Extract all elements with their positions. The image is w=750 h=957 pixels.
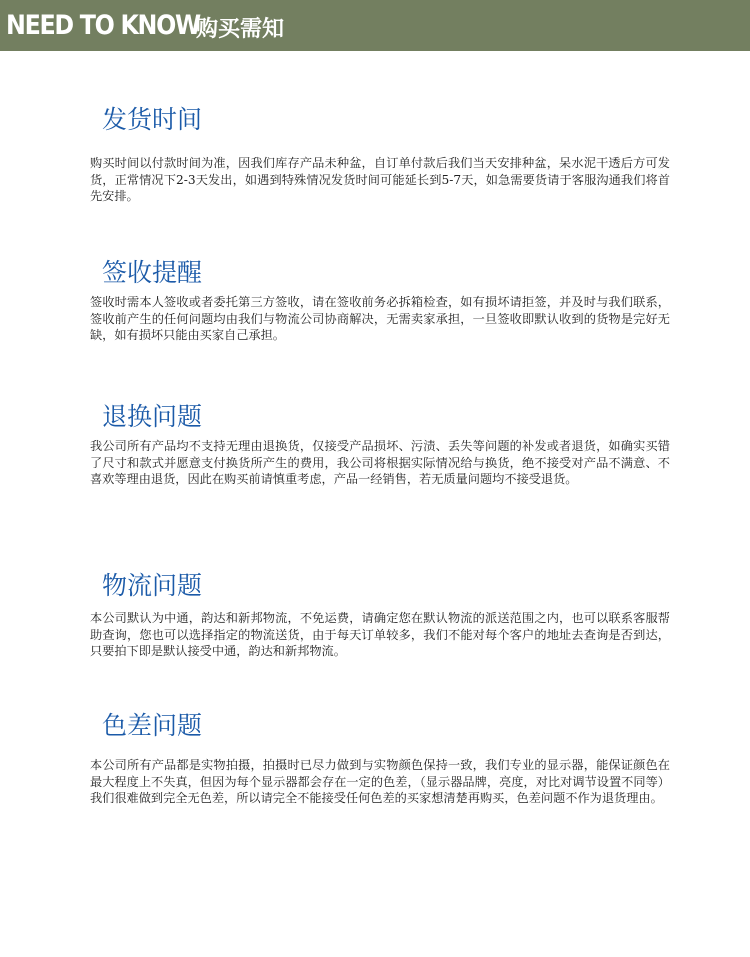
header-banner [0, 0, 750, 51]
section-color-difference [90, 710, 670, 807]
section-returns [90, 401, 670, 488]
section-title: 退换问题 [102, 402, 203, 431]
section-body: 签收时需本人签收或者委托第三方签收，请在签收前务必拆箱检查，如有损坏请拒签，并及时与我们联系，签收前产生的任何问题均由我们与物流公司协商解决，无需卖家承担，一旦签收即默认收到的货物是完好无缺，如有损坏只能由买家自己承担。 [90, 295, 670, 342]
header-title-en: NEED TO KNOW [6, 10, 200, 41]
section-body: 我公司所有产品均不支持无理由退换货，仅接受产品损坏、污渍、丢失等问题的补发或者退货，如确实买错了尺寸和款式并愿意支付换货所产生的费用，我公司将根据实际情况给与换货，绝不接受对产品不满意、不喜欢等理由退货，因此在购买前请慎重考虑，产品一经销售，若无质量问题均不接受退货。 [90, 439, 670, 486]
header-title-cn: 购买需知 [196, 17, 285, 42]
section-body: 本公司默认为中通，韵达和新邦物流，不免运费，请确定您在默认物流的派送范围之内，也可以联系客服帮助查询，您也可以选择指定的物流送货，由于每天订单较多，我们不能对每个客户的地址去查询是否到达，只要拍下即是默认接受中通，韵达和新邦物流。 [90, 611, 670, 658]
section-body: 购买时间以付款时间为准，因我们库存产品未种盆，自订单付款后我们当天安排种盆，呆水泥干透后方可发货，正常情况下2-3天发出，如遇到特殊情况发货时间可能延长到5-7天，如急需要货请于客服沟通我们将首先安排。 [90, 156, 670, 203]
section-title: 发货时间 [102, 105, 203, 134]
section-title: 签收提醒 [102, 258, 203, 287]
section-title: 色差问题 [102, 711, 203, 740]
section-shipping-time [90, 104, 670, 205]
section-title: 物流问题 [102, 571, 203, 600]
section-receipt-reminder [90, 257, 670, 344]
section-logistics [90, 570, 670, 660]
section-body: 本公司所有产品都是实物拍摄，拍摄时已尽力做到与实物颜色保持一致，我们专业的显示器，能保证颜色在最大程度上不失真，但因为每个显示器都会存在一定的色差，（显示器品牌，亮度，对比对调节设置不同等）我们很难做到完全无色差，所以请完全不能接受任何色差的买家想清楚再购买，色差问题不作为退货理由。 [90, 758, 670, 805]
